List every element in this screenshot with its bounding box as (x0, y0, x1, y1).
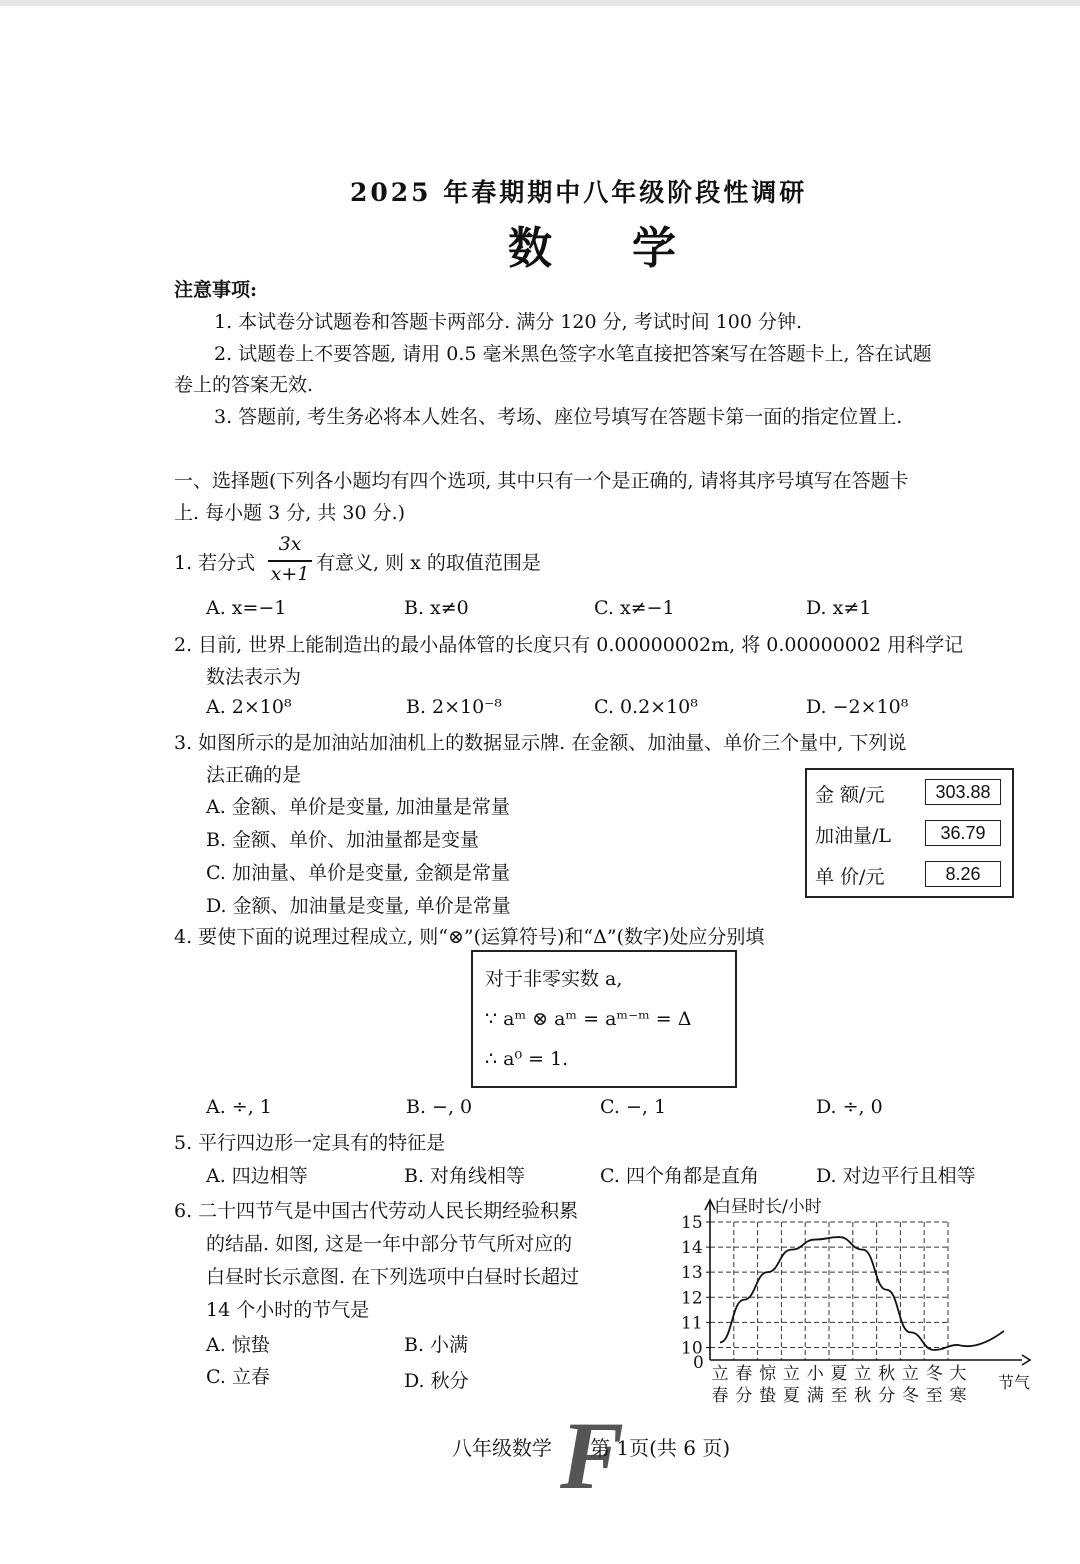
q1-option-c: C. x≠−1 (594, 597, 675, 619)
x-tick-label-bottom: 满 (806, 1386, 824, 1406)
daylight-chart (676, 1188, 1032, 1408)
q4-option-d: D. ÷, 0 (816, 1096, 883, 1118)
x-tick-label-top: 立 (782, 1364, 800, 1384)
y-axis-title: 白昼时长/小时 (714, 1197, 822, 1217)
q3-option-d: D. 金额、加油量是变量, 单价是常量 (206, 895, 511, 917)
q1-option-d: D. x≠1 (806, 597, 872, 619)
q4-option-a: A. ÷, 1 (206, 1096, 272, 1118)
q3-line1: 3. 如图所示的是加油站加油机上的数据显示牌. 在金额、加油量、单价三个量中, 下列说 (174, 732, 907, 754)
notice-heading: 注意事项: (174, 279, 258, 301)
q2-option-d: D. −2×10⁸ (806, 696, 909, 718)
x-tick-label-bottom: 蛰 (759, 1386, 777, 1406)
q1-numerator: 3x (278, 533, 302, 555)
panel-value-price: 8.26 (925, 861, 1001, 887)
x-tick-label-bottom: 冬 (901, 1386, 919, 1406)
q2-option-b: B. 2×10⁻⁸ (406, 696, 502, 718)
q4-line1: 4. 要使下面的说理过程成立, 则“⊗”(运算符号)和“Δ”(数字)处应分别填 (174, 926, 765, 948)
x-tick-label-bottom: 寒 (949, 1386, 967, 1406)
q1-prefix: 1. 若分式 (174, 552, 256, 574)
q6-line2: 的结晶. 如图, 这是一年中部分节气所对应的 (206, 1233, 573, 1255)
q6-line3: 白昼时长示意图. 在下列选项中白昼时长超过 (206, 1266, 580, 1288)
q6-line4: 14 个小时的节气是 (206, 1299, 370, 1321)
y-tick-label: 13 (681, 1263, 703, 1284)
q1-option-a: A. x=−1 (206, 597, 287, 619)
q1-option-b: B. x≠0 (404, 597, 469, 619)
q5-option-b: B. 对角线相等 (404, 1165, 526, 1187)
x-tick-label-bottom: 至 (925, 1386, 943, 1406)
subject-title: 数学 (508, 223, 756, 274)
q6-option-c: C. 立春 (206, 1366, 270, 1388)
x-tick-label-bottom: 至 (830, 1386, 848, 1406)
panel-value-amount: 303.88 (925, 779, 1001, 805)
panel-label-price: 单 价/元 (815, 866, 885, 888)
notice-item-3: 3. 答题前, 考生务必将本人姓名、考场、座位号填写在答题卡第一面的指定位置上. (214, 406, 903, 428)
x-tick-label-top: 小 (806, 1364, 824, 1384)
section-heading: 一、选择题(下列各小题均有四个选项, 其中只有一个是正确的, 请将其序号填写在答题卡 (174, 470, 909, 492)
y-tick-label: 15 (681, 1213, 703, 1233)
x-tick-label-top: 惊 (759, 1364, 777, 1384)
q4-box-line2: ∵ aᵐ ⊗ aᵐ = aᵐ⁻ᵐ = Δ (485, 1008, 692, 1030)
footer-page: 第 1页(共 6 页) (590, 1436, 731, 1460)
top-bar (0, 0, 1080, 6)
watermark-f-logo: F (560, 1402, 625, 1509)
q3-line2: 法正确的是 (206, 764, 302, 786)
q4-reasoning-box (471, 950, 737, 1088)
daylight-series-line (720, 1237, 1004, 1350)
q5-option-d: D. 对边平行且相等 (816, 1165, 976, 1187)
q4-option-b: B. −, 0 (406, 1096, 473, 1118)
x-tick-label-top: 夏 (830, 1364, 848, 1384)
x-tick-label-bottom: 夏 (782, 1386, 800, 1406)
q4-box-line3: ∴ a⁰ = 1. (485, 1048, 569, 1070)
q5-option-c: C. 四个角都是直角 (600, 1165, 759, 1187)
notice-item-2-cont: 卷上的答案无效. (174, 374, 314, 396)
x-tick-label-top: 立 (854, 1364, 872, 1384)
y-tick-label: 12 (681, 1288, 703, 1309)
q1-fraction-bar (268, 560, 312, 562)
notice-item-2: 2. 试题卷上不要答题, 请用 0.5 毫米黑色签字水笔直接把答案写在答题卡上, 答在试题 (214, 343, 932, 365)
panel-label-amount: 金 额/元 (815, 784, 885, 806)
q6-option-a: A. 惊蛰 (206, 1334, 270, 1356)
x-tick-label-top: 大 (949, 1364, 967, 1384)
x-tick-label-top: 立 (901, 1364, 919, 1384)
q2-line1: 2. 目前, 世界上能制造出的最小晶体管的长度只有 0.00000002m, 将 0.00000002 用科学记 (174, 634, 964, 656)
x-axis-arrow (1022, 1355, 1030, 1365)
x-tick-label-top: 立 (711, 1364, 729, 1384)
q6-option-d: D. 秋分 (404, 1370, 469, 1392)
x-tick-label-bottom: 春 (711, 1386, 729, 1406)
section-heading-cont: 上. 每小题 3 分, 共 30 分.) (174, 502, 406, 524)
x-tick-label-top: 春 (735, 1364, 753, 1384)
footer-subject: 八年级数学 (452, 1436, 552, 1460)
q6-line1: 6. 二十四节气是中国古代劳动人民长期经验积累 (174, 1200, 579, 1222)
x-tick-label-bottom: 分 (735, 1386, 753, 1406)
q4-option-c: C. −, 1 (600, 1096, 667, 1118)
x-tick-label-top: 秋 (878, 1364, 896, 1384)
q3-option-a: A. 金额、单价是变量, 加油量是常量 (206, 796, 510, 818)
q2-option-a: A. 2×10⁸ (206, 696, 292, 718)
q4-box-line1: 对于非零实数 a, (485, 968, 623, 990)
q5-line1: 5. 平行四边形一定具有的特征是 (174, 1132, 446, 1154)
q1-denominator: x+1 (270, 563, 310, 585)
q1-suffix: 有意义, 则 x 的取值范围是 (316, 552, 541, 574)
panel-label-volume: 加油量/L (815, 825, 892, 847)
y-tick-label: 14 (681, 1238, 703, 1259)
x-tick-label-top: 冬 (925, 1364, 943, 1384)
q3-option-b: B. 金额、单价、加油量都是变量 (206, 829, 480, 851)
y-tick-label: 11 (681, 1313, 703, 1334)
q2-line2: 数法表示为 (206, 666, 302, 688)
y-tick-label: 10 (681, 1338, 703, 1359)
x-tick-label-bottom: 分 (878, 1386, 896, 1406)
q2-option-c: C. 0.2×10⁸ (594, 696, 698, 718)
x-axis-title: 节气 (998, 1373, 1031, 1392)
q6-option-b: B. 小满 (404, 1334, 469, 1356)
y-tick-label: 0 (693, 1353, 704, 1373)
notice-item-1: 1. 本试卷分试题卷和答题卡两部分. 满分 120 分, 考试时间 100 分钟. (214, 311, 803, 333)
x-tick-label-bottom: 秋 (854, 1386, 872, 1406)
exam-title: 2025 年春期期中八年级阶段性调研 (350, 178, 808, 207)
panel-value-volume: 36.79 (925, 820, 1001, 846)
q3-option-c: C. 加油量、单价是变量, 金额是常量 (206, 862, 511, 884)
q5-option-a: A. 四边相等 (206, 1165, 308, 1187)
fuel-display-panel (805, 768, 1014, 898)
